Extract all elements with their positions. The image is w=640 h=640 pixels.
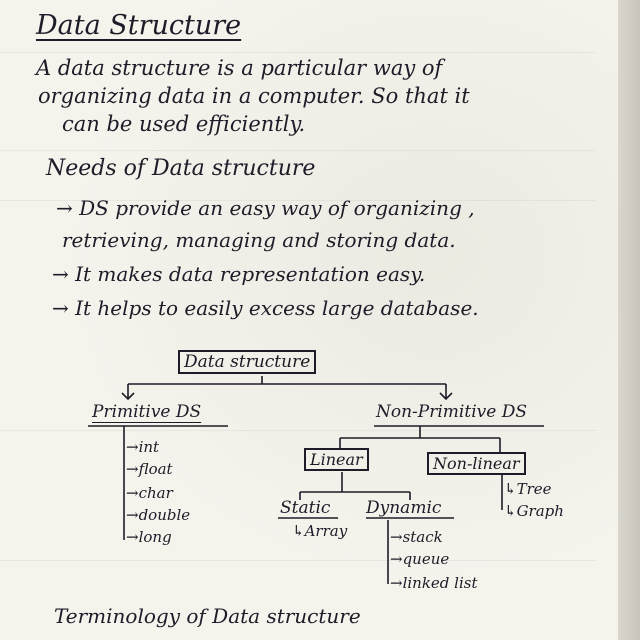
bullet-1: → DS provide an easy way of organizing , — [56, 196, 475, 220]
bullet-1-continued: retrieving, managing and storing data. — [62, 228, 456, 252]
primitive-item-char: →char — [126, 484, 173, 502]
static-item-array: ↳Array — [292, 522, 348, 540]
definition-line-2: organizing data in a computer. So that it — [38, 84, 470, 108]
bullet-3: → It helps to easily excess large database. — [52, 296, 479, 320]
primitive-ds-label: Primitive DS — [92, 402, 202, 422]
primitive-item-double: →double — [126, 506, 191, 524]
primitive-item-long: →long — [126, 528, 172, 546]
page-title: Data Structure — [36, 10, 242, 41]
definition-line-3: can be used efficiently. — [62, 112, 306, 136]
dynamic-item-linked-list: →linked list — [390, 574, 478, 592]
linear-node: Linear — [304, 448, 369, 471]
primitive-item-float: →float — [126, 460, 173, 478]
non-linear-item-graph: ↳Graph — [504, 502, 564, 520]
root-node: Data structure — [178, 350, 316, 374]
terminology-heading: Terminology of Data structure — [54, 604, 361, 628]
dynamic-item-stack: →stack — [390, 528, 443, 546]
non-linear-node: Non-linear — [427, 452, 526, 475]
non-primitive-ds-label: Non-Primitive DS — [376, 402, 527, 422]
static-label: Static — [280, 498, 331, 518]
non-linear-item-tree: ↳Tree — [504, 480, 552, 498]
primitive-item-int: →int — [126, 438, 160, 456]
dynamic-label: Dynamic — [366, 498, 442, 518]
needs-heading: Needs of Data structure — [46, 156, 316, 181]
dynamic-item-queue: →queue — [390, 550, 450, 568]
definition-line-1: A data structure is a particular way of — [36, 56, 443, 80]
bullet-2: → It makes data representation easy. — [52, 262, 426, 286]
